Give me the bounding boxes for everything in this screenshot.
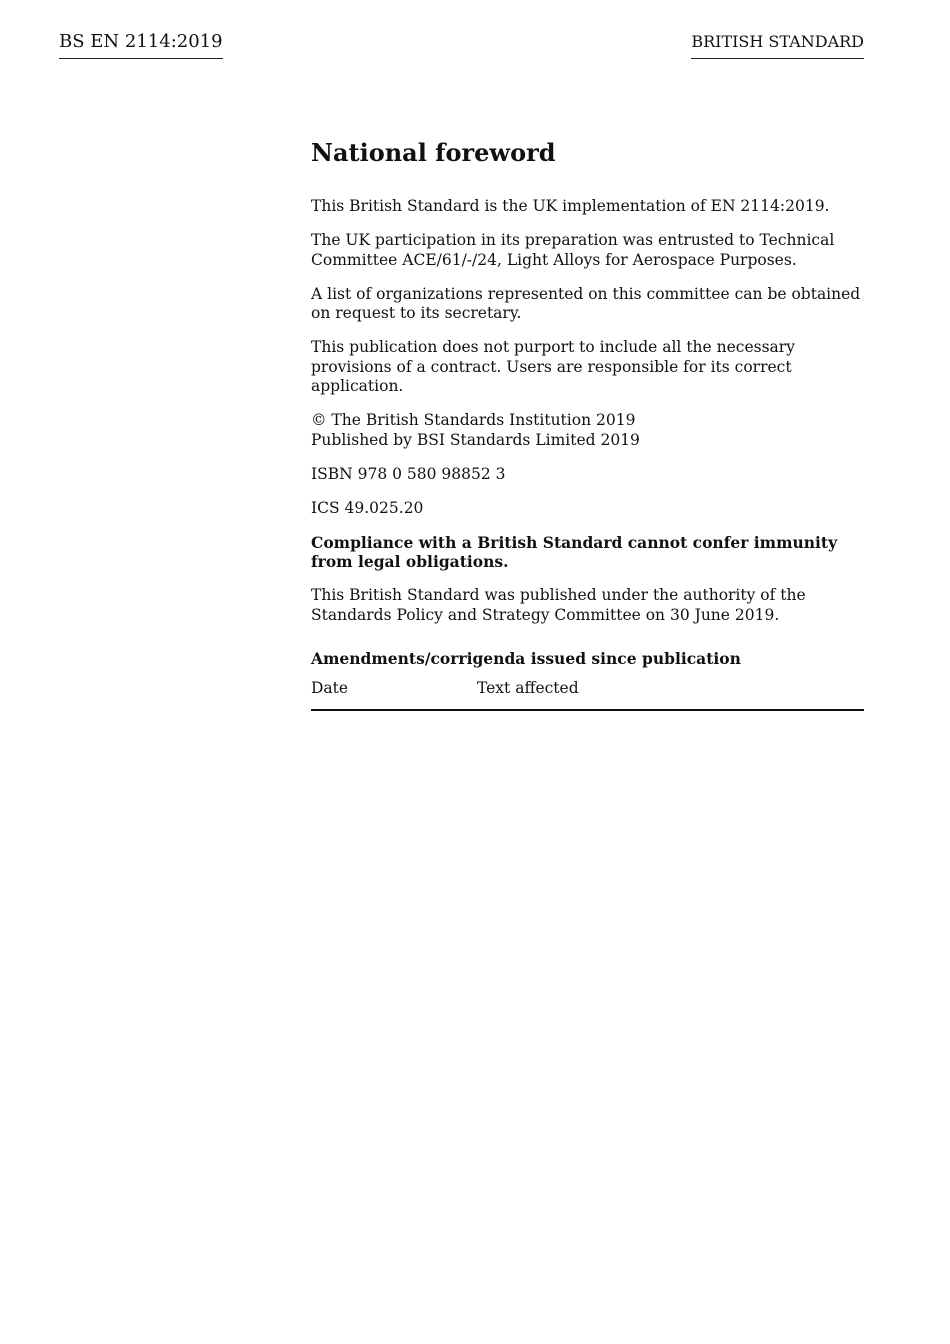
compliance-statement: Compliance with a British Standard cannot confer immunity from legal obligations. bbox=[311, 532, 838, 571]
isbn: ISBN 978 0 580 98852 3 bbox=[311, 464, 506, 483]
foreword-section bbox=[311, 138, 864, 711]
amendments-column-text-affected: Text affected bbox=[477, 679, 579, 697]
copyright-line: © The British Standards Institution 2019 bbox=[311, 411, 636, 429]
header-doc-id: BS EN 2114:2019 bbox=[59, 30, 223, 59]
page-title: National foreword bbox=[311, 138, 556, 167]
copyright-block bbox=[311, 411, 864, 450]
header-doc-type: BRITISH STANDARD bbox=[691, 30, 864, 59]
amendments-column-date: Date bbox=[311, 679, 349, 697]
ics-code: ICS 49.025.20 bbox=[311, 498, 424, 517]
published-line: Published by BSI Standards Limited 2019 bbox=[311, 430, 640, 449]
foreword-paragraph-implementation: This British Standard is the UK implementation of EN 2114:2019. bbox=[311, 197, 830, 215]
amendments-table bbox=[311, 679, 864, 711]
amendments-title: Amendments/corrigenda issued since publication bbox=[311, 649, 741, 668]
foreword-paragraph-provisions: This publication does not purport to include all the necessary provisions of a contract. Users are responsible for its correct application. bbox=[311, 338, 795, 395]
authority-statement: This British Standard was published under the authority of the Standards Policy and Strategy Committee on 30 June 2019. bbox=[311, 586, 806, 624]
foreword-paragraph-committee: The UK participation in its preparation was entrusted to Technical Committee ACE/61/-/24, Light Alloys for Aerospace Purposes. bbox=[311, 231, 835, 269]
foreword-paragraph-organizations: A list of organizations represented on this committee can be obtained on request to its secretary. bbox=[311, 284, 861, 322]
